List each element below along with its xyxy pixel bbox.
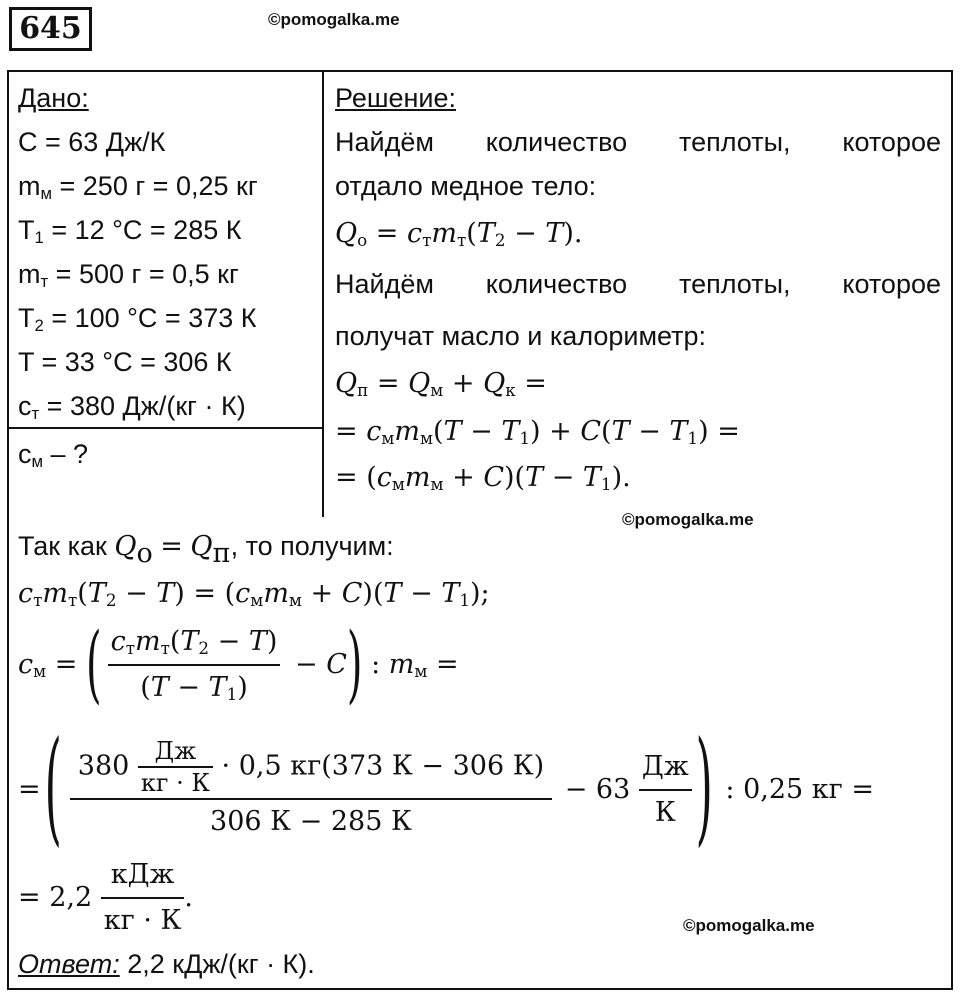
solution-text: Так как $Q_о = Q_п$, то получим: [18,531,394,569]
answer-value: 2,2 кДж/(кг · К). [127,949,315,979]
given-line: $m_м = 250$ г = 0,25 кг [18,171,258,204]
answer-label: Ответ: [18,949,120,979]
solution-text: получат масло и калориметр: [335,321,707,351]
equation: = $(c_мm_м + C)(T - T_1)$. [335,462,631,495]
equation: = 2,2 $\frac{\text{кДж}}{кг \cdot К}$ . [18,858,193,938]
solution-text: Найдём количество теплоты, которое [335,127,941,157]
solution-text: отдало медное тело: [335,171,597,201]
given-line: $c_т = 380$ Дж/(кг · К) [18,391,246,424]
given-header: Дано: [18,83,89,113]
paren: ) [695,717,713,860]
given-divider [322,70,324,517]
watermark: ©pomogalka.me [622,510,754,529]
given-line: $m_т = 500$ г = 0,5 кг [18,259,239,292]
given-line: $T_2 = 100$ °C = 373 К [18,303,257,336]
solution-text: Найдём количество теплоты, которое [335,269,941,299]
given-line: C = 63 Дж/К [18,127,166,157]
answer [18,942,315,986]
watermark: ©pomogalka.me [268,10,400,29]
equation: $c_м$ = ( $\frac{c_тm_т(T_2 - T)}{(T - T_1)}$ − C ) : $m_м$ = [18,616,459,714]
paren: ( [85,616,102,714]
equation: $c_тm_т(T_2 - T) = (c_мm_м + C)(T - T_1)$; [18,578,490,611]
solution-header: Решение: [335,83,457,113]
equation: = ( 380 $\frac{Дж}{кг \cdot К}$ · 0,5 кг(373 К − 306 К) 306 К − 285 К − 63 $\frac{Дж}{К}$ ) : 0,25 кг = [18,717,875,860]
given-line: $T_1 = 12$ °C = 285 К [18,215,242,248]
find-line: $c_м$ – ? [18,439,89,472]
paren: ( [44,717,62,860]
equation: $Q_о = c_тm_т(T_2 - T)$. [335,218,583,251]
equation: = $c_мm_м(T - T_1) + C(T - T_1)$ = [335,416,740,449]
equation: $Q_п = Q_м + Q_к$ = [335,368,547,401]
problem-number: 645 [9,7,92,51]
given-line: T = 33 °C = 306 К [18,347,232,377]
paren: ) [346,616,363,714]
watermark: ©pomogalka.me [683,916,815,935]
